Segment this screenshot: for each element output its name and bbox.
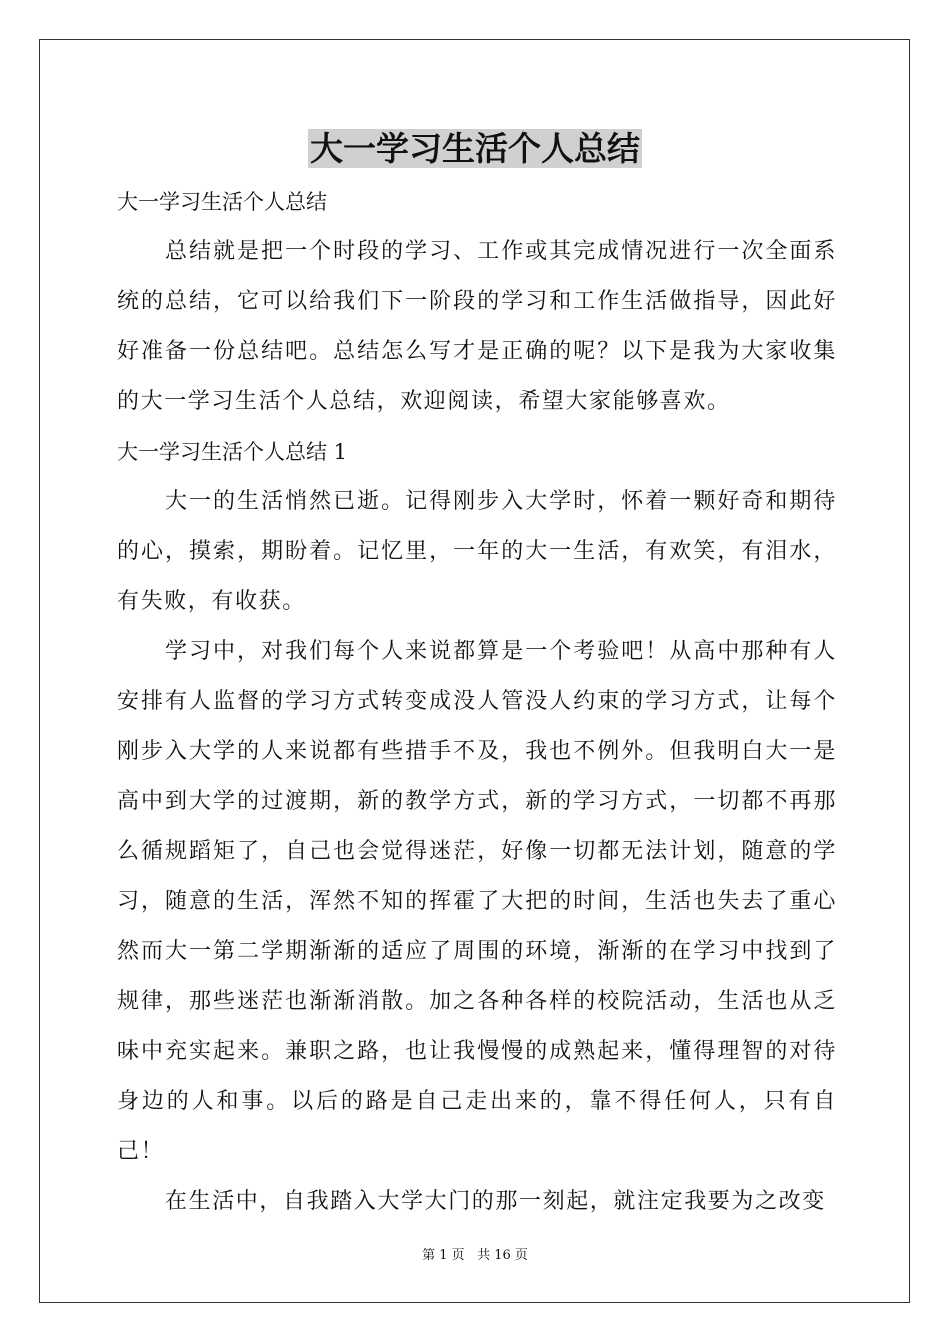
section-heading: 大一学习生活个人总结 1 — [117, 440, 348, 464]
page-number: 第 1 页 — [422, 1248, 465, 1263]
body-paragraph-3: 在生活中，自我踏入大学大门的那一刻起，就注定我要为之改变 — [165, 1189, 826, 1214]
page-total: 共 16 页 — [477, 1248, 528, 1263]
body-paragraph-1: 大一的生活悄然已逝。记得刚步入大学时，怀着一颗好奇和期待的心，摸索，期盼着。记忆里，一年的大一生活，有欢笑，有泪水，有失败，有收获。 — [117, 489, 837, 614]
body-paragraph-2: 学习中，对我们每个人来说都算是一个考验吧！从高中那种有人安排有人监督的学习方式转变成没人管没人约束的学习方式，让每个刚步入大学的人来说都有些措手不及，我也不例外。但我明白大一是高中到大学的过渡期，新的教学方式，新的学习方式，一切都不再那么循规蹈矩了，自己也会觉得迷茫，好像一切都无法计划，随意的学习，随意的生活，浑然不知的挥霍了大把的时间，生活也失去了重心然而大一第二学期渐渐的适应了周围的环境，渐渐的在学习中找到了规律，那些迷茫也渐渐消散。加之各种各样的校院活动，生活也从乏味中充实起来。兼职之路，也让我慢慢的成熟起来，懂得理智的对待身边的人和事。以后的路是自己走出来的，靠不得任何人，只有自己！ — [117, 639, 837, 1164]
document-body — [117, 177, 837, 1227]
page-footer — [0, 1246, 950, 1266]
document-title — [0, 128, 950, 170]
intro-paragraph: 总结就是把一个时段的学习、工作或其完成情况进行一次全面系统的总结，它可以给我们下一阶段的学习和工作生活做指导，因此好好准备一份总结吧。总结怎么写才是正确的呢？以下是我为大家收集的大一学习生活个人总结，欢迎阅读，希望大家能够喜欢。 — [117, 239, 837, 414]
document-title-text: 大一学习生活个人总结 — [310, 129, 640, 168]
document-subtitle: 大一学习生活个人总结 — [117, 190, 327, 214]
